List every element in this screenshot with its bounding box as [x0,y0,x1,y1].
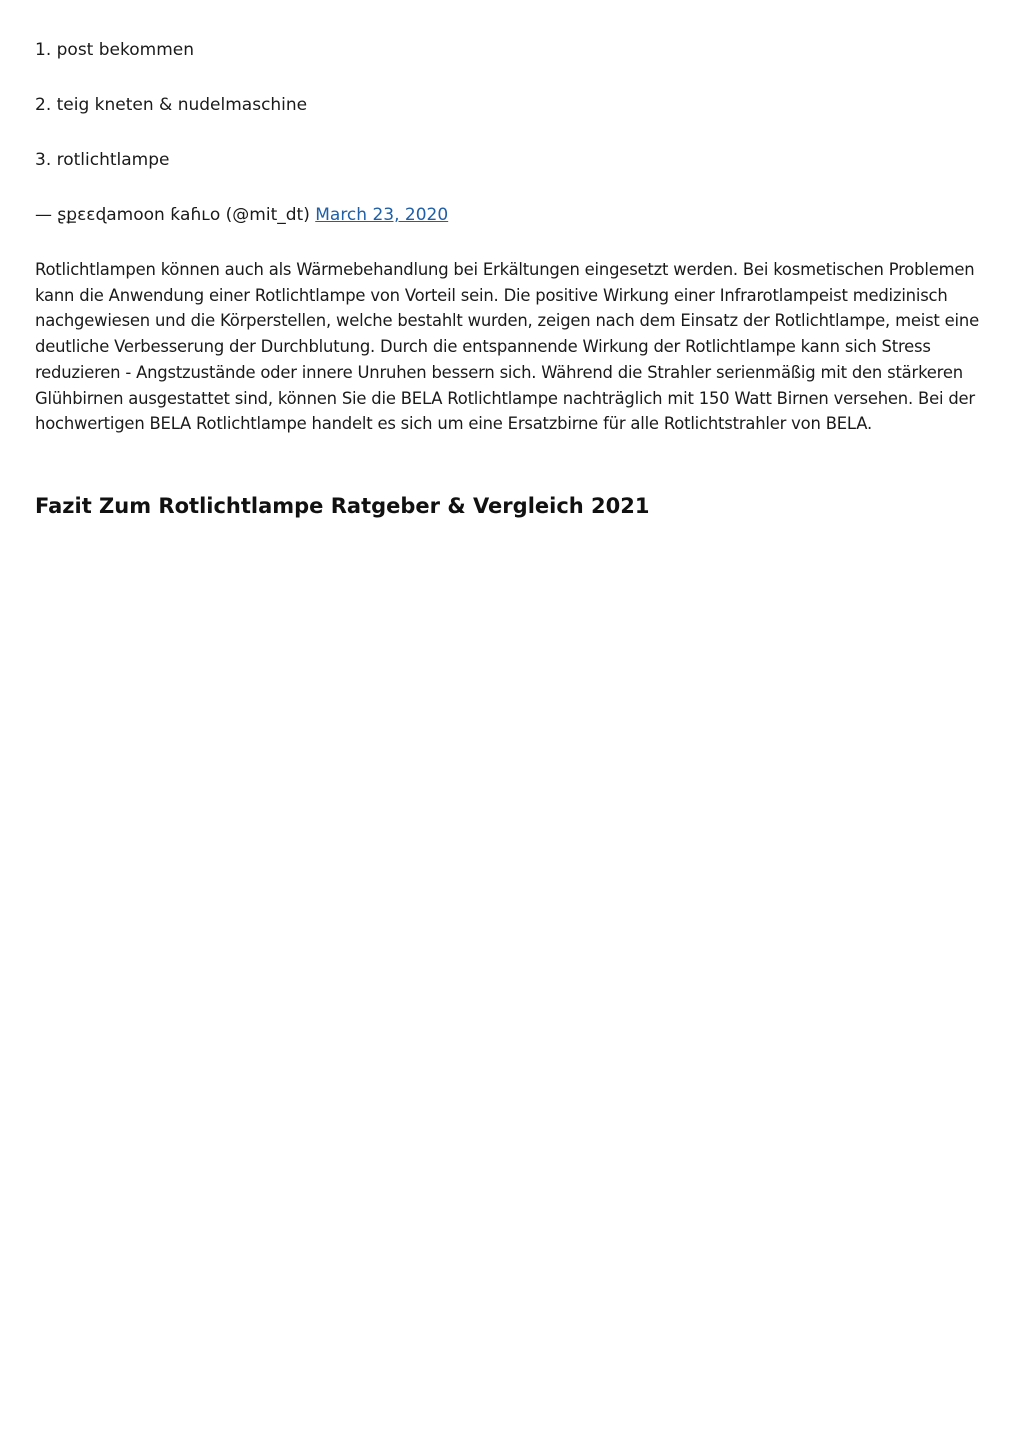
article-paragraph: Rotlichtlampen können auch als Wärmebehandlung bei Erkältungen eingesetzt werden. Bei kosmetischen Problemen kann die Anwendung einer Rotlichtlampe von Vorteil sein. Die positive Wirkung einer Infrarotlampeist medizinisch nachgewiesen und die Körperstellen, welche bestahlt wurden, zeigen nach dem Einsatz der Rotlichtlampe, meist eine deutliche Verbesserung der Durchblutung. Durch die entspannende Wirkung der Rotlichtlampe kann sich Stress reduzieren - Angstzustände oder innere Unruhen bessern sich. Während die Strahler serienmäßig mit den stärkeren Glühbirnen ausgestattet sind, können Sie die BELA Rotlichtlampe nachträglich mit 150 Watt Birnen versehen. Bei der hochwertigen BELA Rotlichtlampe handelt es sich um eine Ersatzbirne für alle Rotlichtstrahler von BELA. [35,260,979,434]
tweet-author: — ʂքɛɛɖamoon ƙaɦʟo (@mit_dt) [35,205,316,225]
tweet-attribution [35,202,448,228]
tweet-line-1: 1. post bekommen [35,40,194,60]
tweet-date-link[interactable]: March 23, 2020 [315,205,449,225]
tweet-line-3: 3. rotlichtlampe [35,150,170,170]
section-heading: Fazit Zum Rotlichtlampe Ratgeber & Vergleich 2021 [35,494,650,518]
tweet-line-2: 2. teig kneten & nudelmaschine [35,95,308,115]
